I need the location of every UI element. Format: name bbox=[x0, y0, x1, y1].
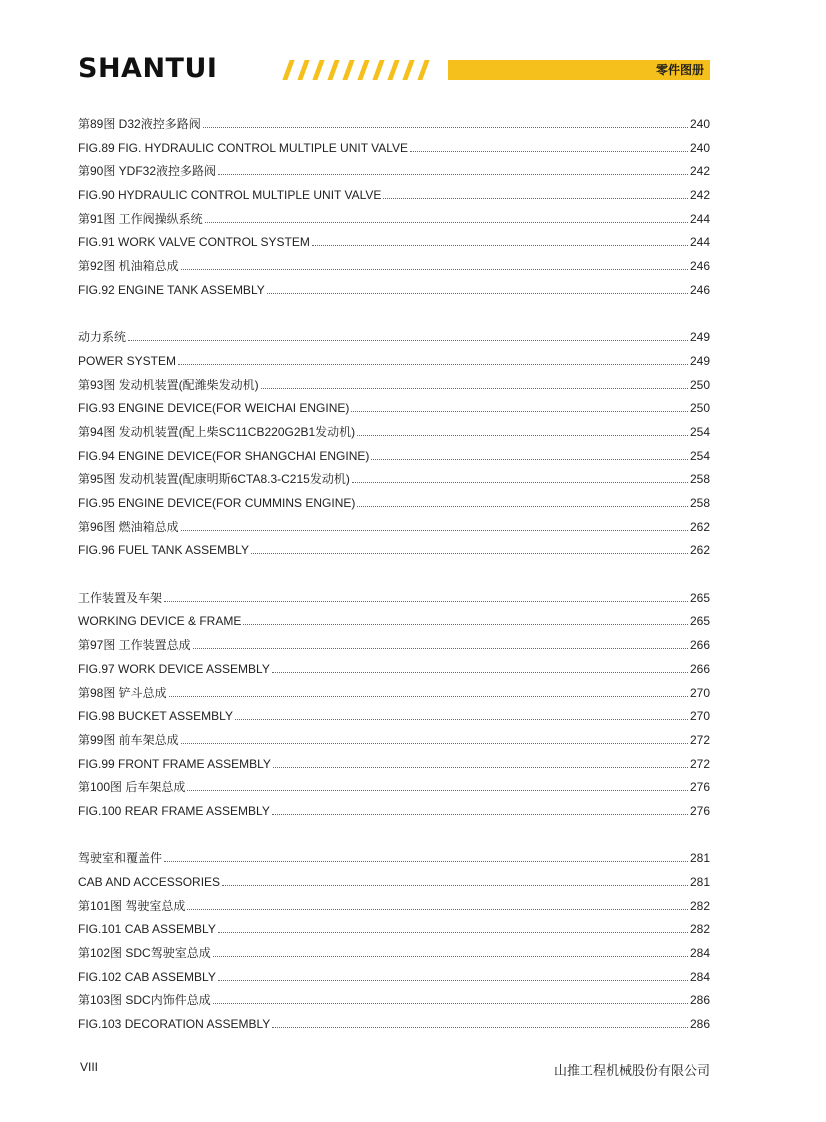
toc-entry-page: 254 bbox=[689, 424, 710, 439]
toc-entry[interactable] bbox=[78, 208, 710, 232]
toc-entry[interactable] bbox=[78, 350, 710, 374]
toc-entry-label: FIG.103 DECORATION ASSEMBLY bbox=[78, 1017, 271, 1032]
dot-leader bbox=[164, 860, 688, 862]
toc-entry-label: 第92图 机油箱总成 bbox=[78, 259, 179, 274]
toc-entry-label: FIG.102 CAB ASSEMBLY bbox=[78, 969, 216, 984]
page-footer bbox=[80, 1060, 710, 1078]
stripe bbox=[387, 60, 399, 80]
toc-entry-label: WORKING DEVICE & FRAME bbox=[78, 614, 242, 629]
toc-entry[interactable] bbox=[78, 1013, 710, 1037]
toc-entry-label: 第96图 燃油箱总成 bbox=[78, 519, 179, 534]
toc-entry[interactable] bbox=[78, 989, 710, 1013]
section-gap bbox=[78, 824, 710, 848]
toc-entry-page: 272 bbox=[689, 732, 710, 747]
toc-entry-label: 第91图 工作阀操纵系统 bbox=[78, 211, 203, 226]
toc-entry-label: 第93图 发动机装置(配潍柴发动机) bbox=[78, 377, 259, 392]
dot-leader bbox=[218, 979, 688, 981]
toc-entry[interactable] bbox=[78, 516, 710, 540]
dot-leader bbox=[187, 789, 688, 791]
toc-entry-label: FIG.90 HYDRAULIC CONTROL MULTIPLE UNIT VALVE bbox=[78, 188, 382, 203]
toc-entry-label: 第95图 发动机装置(配康明斯6CTA8.3-C215发动机) bbox=[78, 472, 350, 487]
toc-entry-label: FIG.95 ENGINE DEVICE(FOR CUMMINS ENGINE) bbox=[78, 496, 356, 510]
toc-entry-label: POWER SYSTEM bbox=[78, 353, 177, 368]
toc-entry-page: 242 bbox=[689, 188, 710, 203]
dot-leader bbox=[352, 481, 688, 483]
stripe bbox=[312, 60, 324, 80]
toc-entry-page: 262 bbox=[689, 543, 710, 558]
toc-entry[interactable] bbox=[78, 800, 710, 824]
dot-leader bbox=[205, 221, 688, 223]
dot-leader bbox=[243, 623, 688, 625]
header-stripes bbox=[282, 60, 442, 80]
toc-entry[interactable] bbox=[78, 445, 710, 469]
dot-leader bbox=[181, 742, 688, 744]
dot-leader bbox=[371, 458, 688, 460]
toc-entry-label: FIG.93 ENGINE DEVICE(FOR WEICHAI ENGINE) bbox=[78, 401, 350, 416]
page-header bbox=[78, 54, 710, 84]
toc-entry[interactable] bbox=[78, 160, 710, 184]
dot-leader bbox=[261, 387, 688, 389]
toc-entry-label: 动力系统 bbox=[78, 330, 127, 345]
toc-entry-label: FIG.96 FUEL TANK ASSEMBLY bbox=[78, 543, 249, 558]
toc-entry-page: 244 bbox=[689, 211, 710, 226]
dot-leader bbox=[312, 244, 688, 246]
toc-entry-page: 276 bbox=[689, 780, 710, 795]
dot-leader bbox=[181, 268, 688, 270]
toc-entry-label: FIG.94 ENGINE DEVICE(FOR SHANGCHAI ENGINE) bbox=[78, 448, 370, 463]
toc-entry-page: 270 bbox=[689, 685, 710, 700]
dot-leader bbox=[357, 434, 688, 436]
toc-entry-label: 第102图 SDC驾驶室总成 bbox=[78, 946, 211, 961]
toc-entry-label: 第89图 D32液控多路阀 bbox=[78, 117, 201, 131]
toc-entry-page: 246 bbox=[689, 259, 710, 274]
dot-leader bbox=[164, 600, 688, 602]
toc-entry-label: 第98图 铲斗总成 bbox=[78, 685, 167, 700]
toc-entry-label: FIG.98 BUCKET ASSEMBLY bbox=[78, 709, 233, 724]
dot-leader bbox=[272, 671, 688, 673]
toc-entry[interactable] bbox=[78, 942, 710, 966]
toc-entry[interactable] bbox=[78, 326, 710, 350]
dot-leader bbox=[181, 529, 688, 531]
toc-entry-page: 258 bbox=[689, 496, 710, 510]
toc-entry-page: 281 bbox=[689, 851, 710, 866]
toc-entry-page: 281 bbox=[689, 875, 710, 889]
toc-entry[interactable] bbox=[78, 374, 710, 398]
toc-entry[interactable] bbox=[78, 421, 710, 445]
toc-entry-page: 282 bbox=[689, 898, 710, 913]
table-of-contents bbox=[78, 113, 710, 1037]
dot-leader bbox=[273, 766, 688, 768]
toc-entry[interactable] bbox=[78, 729, 710, 753]
stripe bbox=[357, 60, 369, 80]
toc-entry[interactable] bbox=[78, 610, 710, 634]
toc-entry-label: 第94图 发动机装置(配上柴SC11CB220G2B1发动机) bbox=[78, 424, 356, 439]
toc-entry[interactable] bbox=[78, 658, 710, 682]
toc-entry[interactable] bbox=[78, 113, 710, 137]
toc-entry-page: 246 bbox=[689, 282, 710, 297]
dot-leader bbox=[267, 292, 688, 294]
toc-entry[interactable] bbox=[78, 468, 710, 492]
toc-entry-label: FIG.100 REAR FRAME ASSEMBLY bbox=[78, 803, 270, 818]
toc-entry-label: 第90图 YDF32液控多路阀 bbox=[78, 164, 217, 179]
stripe bbox=[327, 60, 339, 80]
toc-entry-page: 286 bbox=[689, 1017, 710, 1032]
toc-entry[interactable] bbox=[78, 492, 710, 516]
stripe bbox=[282, 60, 294, 80]
toc-entry-page: 258 bbox=[689, 472, 710, 487]
page-number: VIII bbox=[80, 1060, 99, 1074]
toc-entry-label: 工作装置及车架 bbox=[78, 590, 163, 605]
toc-entry-page: 265 bbox=[689, 614, 710, 629]
toc-entry-page: 266 bbox=[689, 638, 710, 653]
dot-leader bbox=[218, 173, 688, 175]
toc-entry[interactable] bbox=[78, 705, 710, 729]
section-gap bbox=[78, 303, 710, 327]
dot-leader bbox=[410, 150, 688, 152]
toc-entry[interactable] bbox=[78, 184, 710, 208]
toc-entry-page: 244 bbox=[689, 235, 710, 250]
toc-entry[interactable] bbox=[78, 847, 710, 871]
toc-entry-label: 第99图 前车架总成 bbox=[78, 732, 179, 747]
toc-entry[interactable] bbox=[78, 753, 710, 777]
dot-leader bbox=[187, 908, 688, 910]
dot-leader bbox=[251, 552, 688, 554]
stripe bbox=[402, 60, 414, 80]
toc-entry-label: FIG.92 ENGINE TANK ASSEMBLY bbox=[78, 282, 265, 297]
dot-leader bbox=[193, 647, 688, 649]
toc-entry-page: 240 bbox=[689, 117, 710, 131]
brand-logo: SHANTUI bbox=[78, 53, 218, 84]
section-gap bbox=[78, 563, 710, 587]
toc-entry-page: 276 bbox=[689, 803, 710, 818]
toc-entry-page: 242 bbox=[689, 164, 710, 179]
toc-entry-page: 240 bbox=[689, 140, 710, 155]
toc-entry-page: 286 bbox=[689, 993, 710, 1008]
toc-entry[interactable] bbox=[78, 966, 710, 990]
dot-leader bbox=[178, 363, 688, 365]
dot-leader bbox=[222, 884, 688, 886]
toc-entry-page: 250 bbox=[689, 401, 710, 416]
dot-leader bbox=[357, 505, 688, 507]
toc-entry[interactable] bbox=[78, 776, 710, 800]
toc-entry-page: 254 bbox=[689, 448, 710, 463]
toc-entry-label: 驾驶室和覆盖件 bbox=[78, 851, 163, 866]
dot-leader bbox=[272, 813, 688, 815]
toc-entry-page: 270 bbox=[689, 709, 710, 724]
dot-leader bbox=[213, 1002, 688, 1004]
catalog-title: 零件图册 bbox=[655, 63, 704, 77]
toc-entry[interactable] bbox=[78, 895, 710, 919]
toc-entry[interactable] bbox=[78, 918, 710, 942]
dot-leader bbox=[383, 197, 688, 199]
toc-entry-page: 282 bbox=[689, 922, 710, 937]
toc-entry-page: 284 bbox=[689, 969, 710, 984]
toc-entry[interactable] bbox=[78, 634, 710, 658]
toc-entry-label: 第100图 后车架总成 bbox=[78, 780, 186, 795]
toc-entry-label: 第103图 SDC内饰件总成 bbox=[78, 993, 211, 1008]
dot-leader bbox=[128, 339, 688, 341]
toc-entry-label: FIG.99 FRONT FRAME ASSEMBLY bbox=[78, 756, 271, 771]
toc-entry-page: 250 bbox=[689, 377, 710, 392]
toc-entry-label: FIG.89 FIG. HYDRAULIC CONTROL MULTIPLE UNIT VALVE bbox=[78, 140, 409, 155]
dot-leader bbox=[203, 126, 688, 128]
header-title-bar bbox=[448, 60, 710, 80]
dot-leader bbox=[351, 410, 688, 412]
toc-entry-label: FIG.91 WORK VALVE CONTROL SYSTEM bbox=[78, 235, 310, 250]
toc-entry-page: 266 bbox=[689, 661, 710, 676]
company-name: 山推工程机械股份有限公司 bbox=[553, 1064, 710, 1079]
toc-entry-page: 265 bbox=[689, 590, 710, 605]
toc-entry-label: CAB AND ACCESSORIES bbox=[78, 875, 221, 889]
dot-leader bbox=[213, 955, 688, 957]
toc-entry-page: 272 bbox=[689, 756, 710, 771]
stripe bbox=[417, 60, 429, 80]
toc-entry[interactable] bbox=[78, 137, 710, 161]
toc-entry[interactable] bbox=[78, 231, 710, 255]
toc-entry-label: FIG.97 WORK DEVICE ASSEMBLY bbox=[78, 661, 270, 676]
dot-leader bbox=[218, 931, 688, 933]
toc-entry[interactable] bbox=[78, 539, 710, 563]
toc-entry-page: 249 bbox=[689, 330, 710, 345]
toc-entry-page: 262 bbox=[689, 519, 710, 534]
toc-entry[interactable] bbox=[78, 279, 710, 303]
stripe bbox=[372, 60, 384, 80]
dot-leader bbox=[169, 695, 688, 697]
toc-entry[interactable] bbox=[78, 255, 710, 279]
toc-entry-label: 第101图 驾驶室总成 bbox=[78, 898, 186, 913]
toc-entry[interactable] bbox=[78, 682, 710, 706]
stripe bbox=[342, 60, 354, 80]
toc-entry-page: 249 bbox=[689, 353, 710, 368]
toc-entry[interactable] bbox=[78, 587, 710, 611]
toc-entry-label: 第97图 工作装置总成 bbox=[78, 638, 191, 653]
toc-entry-label: FIG.101 CAB ASSEMBLY bbox=[78, 922, 216, 937]
dot-leader bbox=[272, 1026, 688, 1028]
toc-entry-page: 284 bbox=[689, 946, 710, 961]
toc-entry[interactable] bbox=[78, 871, 710, 895]
dot-leader bbox=[235, 718, 688, 720]
stripe bbox=[297, 60, 309, 80]
toc-entry[interactable] bbox=[78, 397, 710, 421]
